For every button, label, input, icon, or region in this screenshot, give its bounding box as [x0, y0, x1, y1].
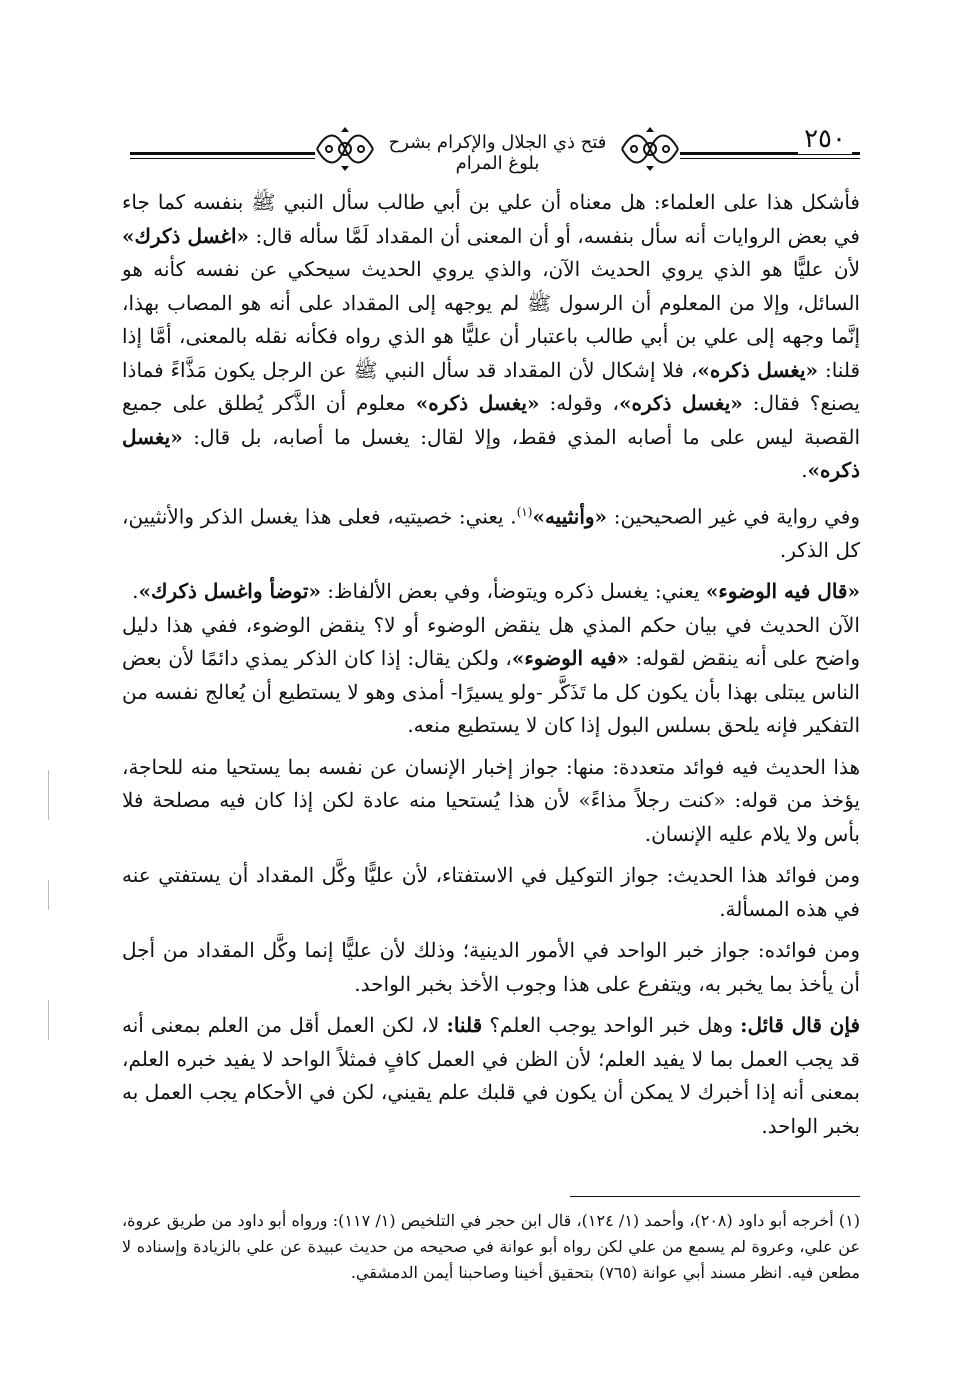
ornament-left-icon — [315, 126, 375, 172]
text-run: . — [801, 458, 808, 482]
margin-mark — [48, 1000, 49, 1040]
text-run: لا، لكن العمل أقل من العلم بمعنى أنه قد يجب العمل بما لا يفيد العلم؛ لأن الظن في العمل كافٍ فمثلاً الواحد لا يفيد خبره العلم، بمعنى أنه إذا أخبرك لا يمكن أن يكون في قلبك علم يقيني، لكن في الأحكام يجب العمل به بخبر الواحد. — [122, 1013, 860, 1138]
page-number: ٢٥٠ — [798, 124, 852, 154]
text-run: فأشكل هذا على العلماء: هل معناه أن علي بن أبي طالب سأل النبي ﷺ بنفسه كما جاء في بعض الروايات أنه سأل بنفسه، أو أن المعنى أن المقداد لَمَّا سأله قال: — [122, 190, 860, 248]
hadith-quote: «وأنثييه» — [532, 504, 608, 529]
objection-label: فإن قال قائل: — [740, 1013, 861, 1038]
text-run: يعني: يغسل ذكره ويتوضأ، وفي بعض الألفاظ: — [320, 579, 706, 604]
hadith-quote: «اغسل ذكرك» — [122, 223, 250, 248]
book-title: فتح ذي الجلال والإكرام بشرح بلوغ المرام — [375, 132, 620, 174]
hadith-quote: «يغسل ذكره» — [415, 391, 540, 415]
page-header — [130, 120, 860, 180]
text-run: . — [132, 579, 139, 604]
hadith-quote: «يغسل ذكره» — [122, 424, 860, 482]
hadith-quote: «فيه الوضوء» — [511, 646, 629, 671]
margin-mark — [48, 770, 49, 820]
hadith-quote: «يغسل ذكره» — [697, 357, 819, 382]
text-run: ، وقوله: — [539, 391, 620, 415]
hadith-quote: «قال فيه الوضوء» — [705, 579, 860, 604]
hadith-quote: «توضأ واغسل ذكرك» — [138, 579, 321, 604]
text-run: الآن الحديث في بيان حكم المذي هل ينقض الوضوء أو لا؟ ينقض الوضوء، ففي هذا دليل واضح على أنه ينقض لقوله: — [122, 612, 861, 671]
paragraph-3 — [122, 575, 860, 609]
text-run: . يعني: خصيتيه، فعلى هذا يغسل الذكر والأنثيين، كل الذكر. — [122, 504, 860, 562]
ornament-right-icon — [620, 126, 680, 172]
main-text — [122, 186, 860, 1143]
text-run: وهل خبر الواحد يوجب العلم؟ — [482, 1013, 741, 1038]
footnote-ref[interactable]: (١) — [516, 504, 533, 519]
hadith-quote: «يغسل ذكره» — [619, 391, 743, 415]
paragraph-5: هذا الحديث فيه فوائد متعددة: منها: جواز إخبار الإنسان عن نفسه بما يستحيا منه للحاجة، يؤخذ من قوله: «كنت رجلاً مذاءً» لأن هذا يُستحيا منه عادة لكن إذا كان فيه مصلحة فلا بأس ولا يلام عليه الإنسان. — [122, 754, 860, 846]
paragraph-4 — [122, 609, 860, 743]
answer-label: قلنا: — [446, 1013, 483, 1038]
paragraph-6: ومن فوائد هذا الحديث: جواز التوكيل في الاستفتاء، لأن عليًّا وكَّل المقداد أن يستفتي عنه في هذه المسألة. — [122, 863, 860, 921]
text-run: لأن عليًّا هو الذي يروي الحديث الآن، والذي يروي الحديث سيحكي عن نفسه كأنه هو السائل، وإلا من المعلوم أن الرسول ﷺ لم يوجهه إلى المقداد على أنه هو المصاب بهذا، إنَّما وجهه إلى علي بن أبي طالب باعتبار أن عليًّا هو الذي رواه فكأنه نقله بالمعنى، أمَّا إذا قلنا: — [122, 257, 861, 382]
footnote-divider — [570, 1196, 860, 1197]
footnotes — [122, 1208, 860, 1286]
text-run: ، ولكن يقال: إذا كان الذكر يمذي دائمًا لأن بعض الناس يبتلى بهذا بأن يكون كل ما تَذَكَّر -ولو يسيرًا- أمذى وهو لا يستطيع أن يُعالج نفسه من التفكير فإنه يلحق بسلس البول إذا كان لا يستطيع منعه. — [122, 646, 860, 738]
text-run: ، فلا إشكال لأن المقداد قد سأل النبي ﷺ عن الرجل يكون مَذَّاءً فماذا يصنع؟ فقال: — [122, 357, 860, 415]
paragraph-1 — [122, 186, 860, 488]
paragraph-7: ومن فوائده: جواز خبر الواحد في الأمور الدينية؛ وذلك لأن عليًّا إنما وكَّل المقداد من أجل أن يأخذ بما يخبر به، ويتفرع على هذا وجوب الأخذ بخبر الواحد. — [122, 938, 860, 996]
paragraph-2 — [122, 496, 860, 568]
text-run: معلوم أن الذَّكر يُطلق على جميع القصبة ليس على ما أصابه المذي فقط، وإلا لقال: يغسل ما أصابه، بل قال: — [122, 391, 860, 449]
margin-mark — [48, 880, 49, 910]
text-run: وفي رواية في غير الصحيحين: — [607, 504, 860, 529]
footnote-1: (١) أخرجه أبو داود (٢٠٨)، وأحمد (١/ ١٢٤)، قال ابن حجر في التلخيص (١/ ١١٧): ورواه أبو داود من طريق عروة، عن علي، وعروة لم يسمع من علي لكن رواه أبو عوانة في صحيحه من حديث عبيدة عن علي بالزيادة وإسناده لا مطعن فيه. انظر مسند أبي عوانة (٧٦٥) بتحقيق أخينا وصاحبنا أيمن الدمشقي. — [122, 1211, 860, 1282]
paragraph-8 — [122, 1009, 860, 1143]
